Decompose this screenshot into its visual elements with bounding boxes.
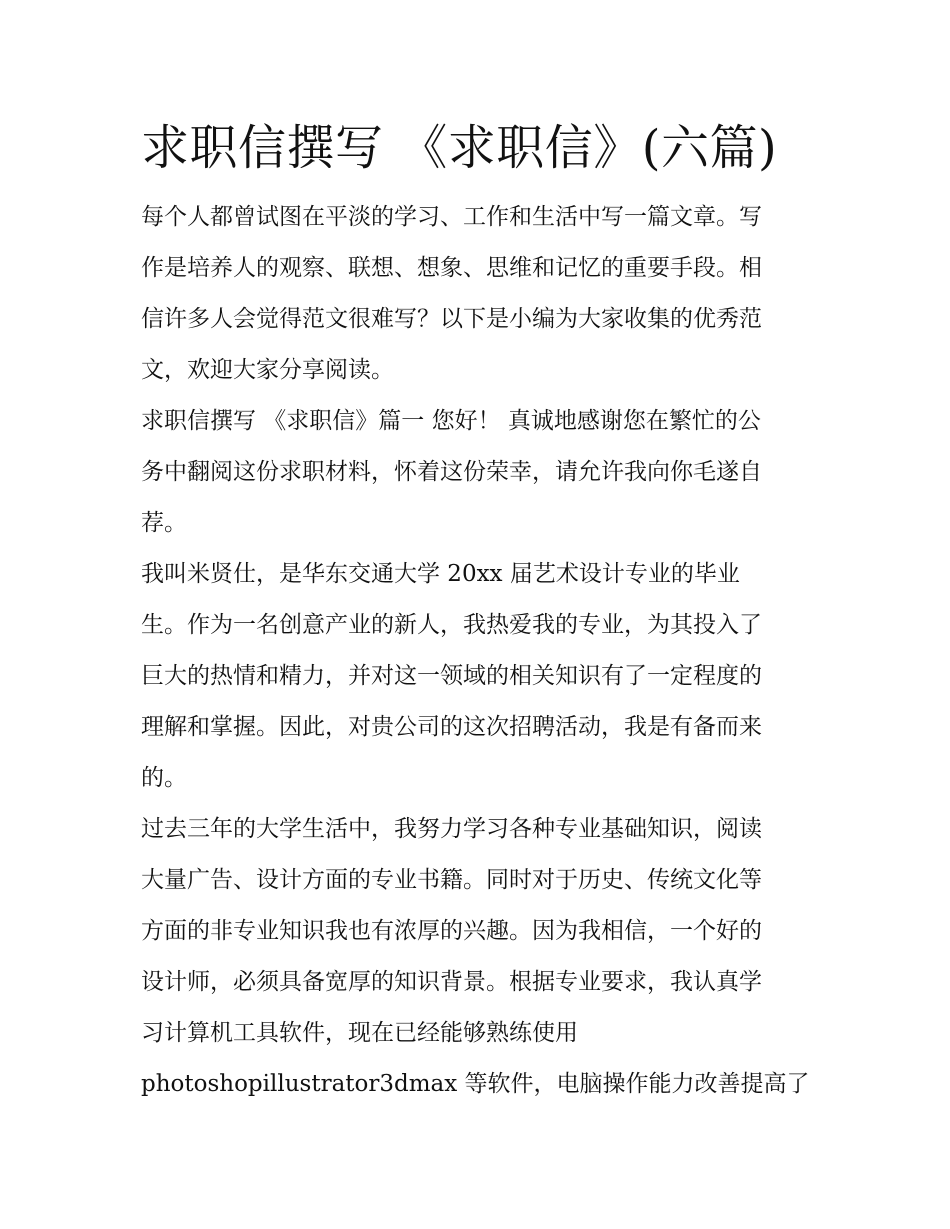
document-title: 求职信撰写 《求职信》(六篇) (141, 120, 778, 176)
text-line: 务中翻阅这份求职材料，怀着这份荣幸，请允许我向你毛遂自 (141, 459, 762, 485)
text-line: 的。 (141, 765, 187, 791)
text-line: 生。作为一名创意产业的新人，我热爱我的专业，为其投入了 (141, 612, 762, 638)
text-line: 巨大的热情和精力，并对这一领域的相关知识有了一定程度的 (141, 663, 762, 689)
text-line: 习计算机工具软件，现在已经能够熟练使用 (141, 1020, 578, 1046)
paragraph-intro (141, 192, 831, 396)
text-line: 设计师，必须具备宽厚的知识背景。根据专业要求，我认真学 (141, 969, 762, 995)
document-content (141, 118, 831, 1110)
paragraph-greeting (141, 396, 831, 549)
paragraph-introduction-self (141, 549, 831, 804)
text-line: 作是培养人的观察、联想、想象、思维和记忆的重要手段。相 (141, 255, 762, 281)
paragraph-university-life (141, 804, 831, 1110)
text-line: 信许多人会觉得范文很难写？以下是小编为大家收集的优秀范 (141, 306, 762, 332)
text-line: 大量广告、设计方面的专业书籍。同时对于历史、传统文化等 (141, 867, 762, 893)
text-line: 荐。 (141, 510, 187, 536)
text-line: 文，欢迎大家分享阅读。 (141, 357, 394, 383)
text-line: photoshopillustrator3dmax 等软件，电脑操作能力改善提高了 (141, 1071, 810, 1097)
text-line: 方面的非专业知识我也有浓厚的兴趣。因为我相信，一个好的 (141, 918, 762, 944)
text-line: 求职信撰写 《求职信》篇一 您好！ 真诚地感谢您在繁忙的公 (141, 408, 761, 434)
text-line: 理解和掌握。因此，对贵公司的这次招聘活动，我是有备而来 (141, 714, 762, 740)
text-line: 每个人都曾试图在平淡的学习、工作和生活中写一篇文章。写 (141, 204, 762, 230)
text-line: 我叫米贤仕，是华东交通大学 20xx 届艺术设计专业的毕业 (141, 561, 740, 587)
text-line: 过去三年的大学生活中，我努力学习各种专业基础知识，阅读 (141, 816, 762, 842)
